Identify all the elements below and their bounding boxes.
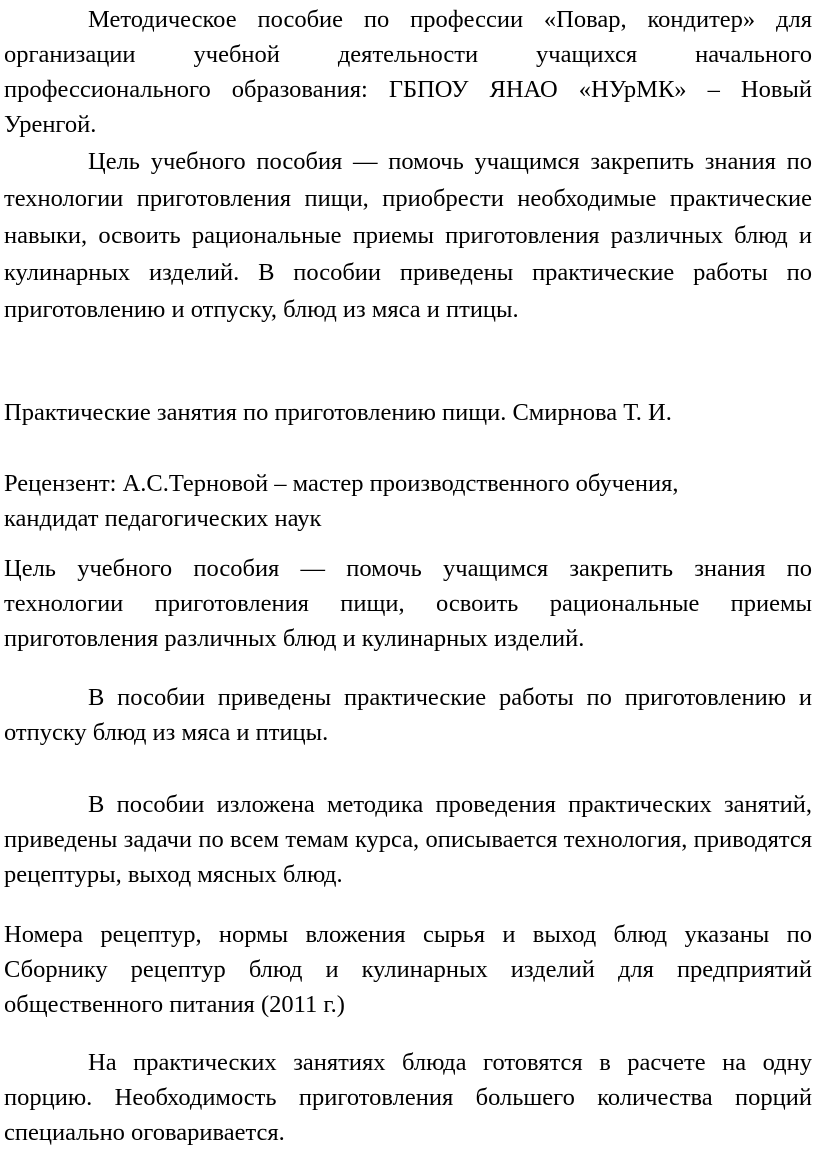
portions-paragraph: На практических занятиях блюда готовятся в расчете на одну порцию. Необходимость приготовления большего количества порций специально оговаривается. (4, 1049, 812, 1146)
intro-paragraph: Методическое пособие по профессии «Повар, кондитер» для организации учебной деятельности учащихся начального профессионального образования: ГБПОУ ЯНАО «НУрМК» – Новый Уренгой. (4, 6, 812, 138)
recipes-paragraph: Номера рецептур, нормы вложения сырья и выход блюд указаны по Сборнику рецептур блюд и кулинарных изделий для предприятий общественного питания (2011 г.) (4, 921, 812, 1018)
purpose-paragraph: Цель учебного пособия — помочь учащимся закрепить знания по технологии приготовления пищи, приобрести необходимые практические навыки, освоить рациональные приемы приготовления различных блюд и кулинарных изделий. В пособии приведены практические работы по приготовлению и отпуску, блюд из мяса и птицы. (4, 148, 812, 323)
author-line: Практические занятия по приготовлению пищи. Смирнова Т. И. (4, 399, 672, 426)
goal-paragraph: Цель учебного пособия — помочь учащимся закрепить знания по технологии приготовления пищи, освоить рациональные приемы приготовления различных блюд и кулинарных изделий. (4, 555, 812, 652)
reviewer-paragraph: Рецензент: А.С.Терновой – мастер производственного обучения, кандидат педагогических наук (4, 470, 679, 532)
methodology-paragraph: В пособии изложена методика проведения практических занятий, приведены задачи по всем темам курса, описывается технология, приводятся рецептуры, выход мясных блюд. (4, 791, 812, 888)
practical-works-paragraph: В пособии приведены практические работы по приготовлению и отпуску блюд из мяса и птицы. (4, 684, 812, 746)
